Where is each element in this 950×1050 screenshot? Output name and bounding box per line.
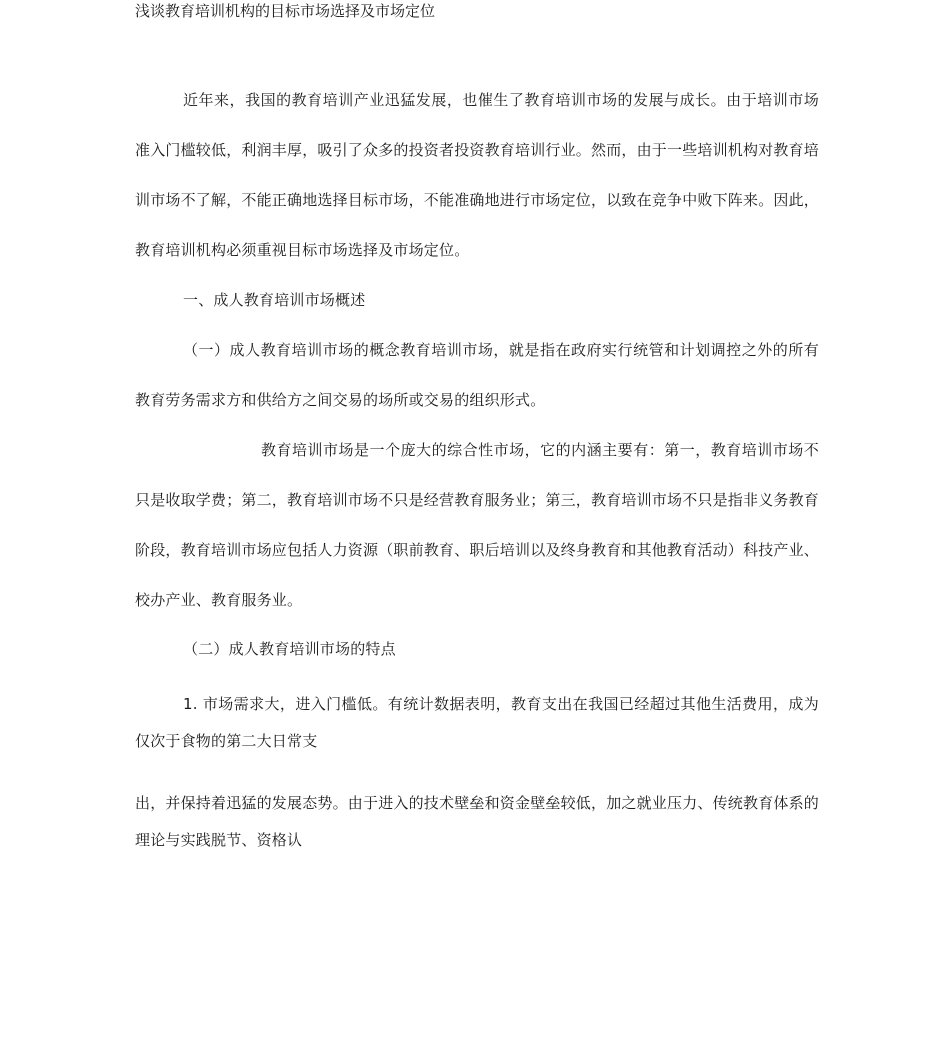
subsection-heading: （二）成人教育培训市场的特点	[183, 640, 396, 658]
intro-paragraph: 近年来，我国的教育培训产业迅猛发展，也催生了教育培训市场的发展与成长。由于培训市场准入门槛较低，利润丰厚，吸引了众多的投资者投资教育培训行业。然而，由于一些培训机构对教育培训市场不了解，不能正确地选择目标市场，不能准确地进行市场定位，以致在竞争中败下阵来。因此，教育培训机构必须重视目标市场选择及市场定位。	[135, 91, 820, 259]
continuation-paragraph: 出，并保持着迅猛的发展态势。由于进入的技术壁垒和资金壁垒较低，加之就业压力、传统教育体系的理论与实践脱节、资格认	[135, 794, 820, 849]
section-heading: 一、成人教育培训市场概述	[183, 291, 366, 309]
subsection-paragraph: （一）成人教育培训市场的概念教育培训市场，就是指在政府实行统管和计划调控之外的所有教育劳务需求方和供给方之间交易的场所或交易的组织形式。	[135, 341, 819, 409]
document-title: 浅谈教育培训机构的目标市场选择及市场定位	[135, 2, 436, 20]
list-item-paragraph: 1. 市场需求大，进入门槛低。有统计数据表明，教育支出在我国已经超过其他生活费用，成为仅次于食物的第二大日常支	[135, 695, 819, 750]
detail-paragraph: 教育培训市场是一个庞大的综合性市场，它的内涵主要有：第一，教育培训市场不只是收取学费；第二，教育培训市场不只是经营教育服务业；第三，教育培训市场不只是指非义务教育阶段，教育培训市场应包括人力资源（职前教育、职后培训以及终身教育和其他教育活动）科技产业、校办产业、教育服务业。	[135, 441, 820, 609]
